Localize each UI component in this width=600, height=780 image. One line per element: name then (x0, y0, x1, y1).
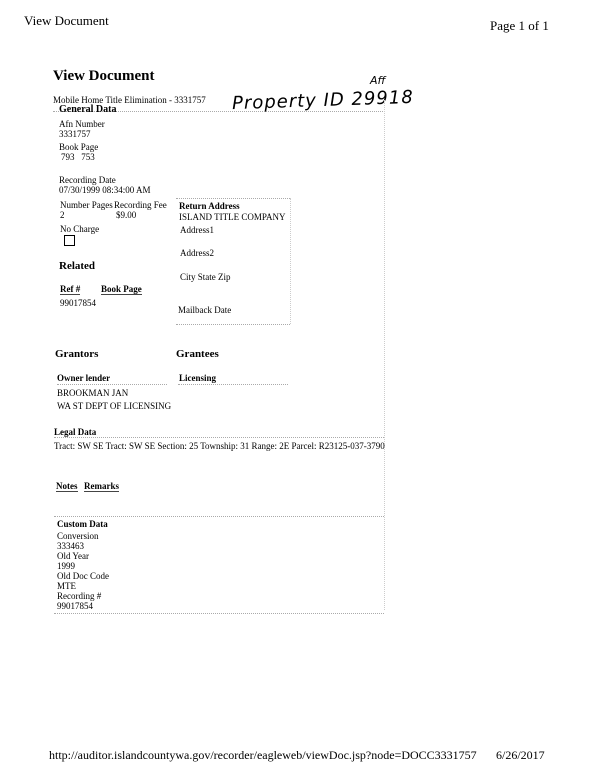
section-related: Related (59, 260, 96, 272)
legal-description: Tract: SW SE Tract: SW SE Section: 25 Township: 31 Range: 2E Parcel: R23125-037-3790 (54, 441, 385, 451)
recording-fee-value: $9.00 (116, 210, 137, 220)
grantors-col-owner-lender: Owner lender (57, 373, 111, 383)
footer-url[interactable]: http://auditor.islandcountywa.gov/recorder/eagleweb/viewDoc.jsp?node=DOCC3331757 (49, 748, 477, 762)
page-title: View Document (53, 68, 155, 84)
no-charge-checkbox[interactable] (64, 235, 75, 246)
return-address-label: Return Address (179, 201, 240, 211)
divider (54, 516, 384, 517)
section-custom-data: Custom Data (57, 519, 108, 529)
recording-date-value: 07/30/1999 08:34:00 AM (59, 185, 151, 195)
notes-label: Notes (56, 481, 78, 491)
return-address-city-state-zip: City State Zip (180, 272, 231, 282)
return-address-line2: Address2 (180, 248, 214, 258)
afn-label: Afn Number (59, 119, 105, 129)
page-indicator: Page 1 of 1 (490, 18, 549, 33)
footer-date: 6/26/2017 (496, 748, 545, 762)
book-page-label: Book Page (59, 142, 99, 152)
old-doc-code-value: MTE (57, 581, 76, 591)
section-grantors: Grantors (55, 348, 99, 360)
old-doc-code-label: Old Doc Code (57, 571, 109, 581)
divider (54, 613, 384, 614)
afn-value: 3331757 (59, 129, 91, 139)
number-pages-value: 2 (60, 210, 65, 220)
divider (176, 324, 290, 325)
recording-fee-label: Recording Fee (114, 200, 167, 210)
window-title: View Document (24, 13, 109, 28)
old-year-label: Old Year (57, 551, 90, 561)
related-col-book-page: Book Page (101, 284, 142, 294)
return-address-name: ISLAND TITLE COMPANY (179, 212, 286, 222)
divider (54, 437, 384, 438)
divider (290, 198, 291, 324)
recording-number-label: Recording # (57, 591, 102, 601)
number-pages-label: Number Pages (60, 200, 113, 210)
no-charge-label: No Charge (60, 224, 100, 234)
grantees-col-licensing: Licensing (179, 373, 217, 383)
grantor-row: BROOKMAN JAN (57, 388, 129, 398)
conversion-value: 333463 (57, 541, 84, 551)
document-subtitle: Mobile Home Title Elimination - 3331757 (53, 95, 206, 105)
section-legal-data: Legal Data (54, 427, 97, 437)
handwritten-property-id: Property ID 29918 (231, 86, 415, 115)
divider (178, 384, 288, 385)
return-address-line1: Address1 (180, 225, 214, 235)
conversion-label: Conversion (57, 531, 99, 541)
mailback-date-label: Mailback Date (178, 305, 232, 315)
section-general-data: General Data (59, 104, 117, 115)
handwritten-tag: Aff (370, 74, 386, 87)
grantor-row: WA ST DEPT OF LICENSING (57, 401, 172, 411)
divider (57, 384, 167, 385)
section-grantees: Grantees (176, 348, 219, 360)
related-col-ref: Ref # (60, 284, 81, 294)
divider (176, 198, 290, 199)
old-year-value: 1999 (57, 561, 75, 571)
recording-number-value: 99017854 (57, 601, 93, 611)
related-ref-value: 99017854 (60, 298, 96, 308)
divider (384, 100, 385, 610)
recording-date-label: Recording Date (59, 175, 116, 185)
book-page-value: 793 753 (61, 152, 95, 162)
remarks-label: Remarks (84, 481, 119, 491)
